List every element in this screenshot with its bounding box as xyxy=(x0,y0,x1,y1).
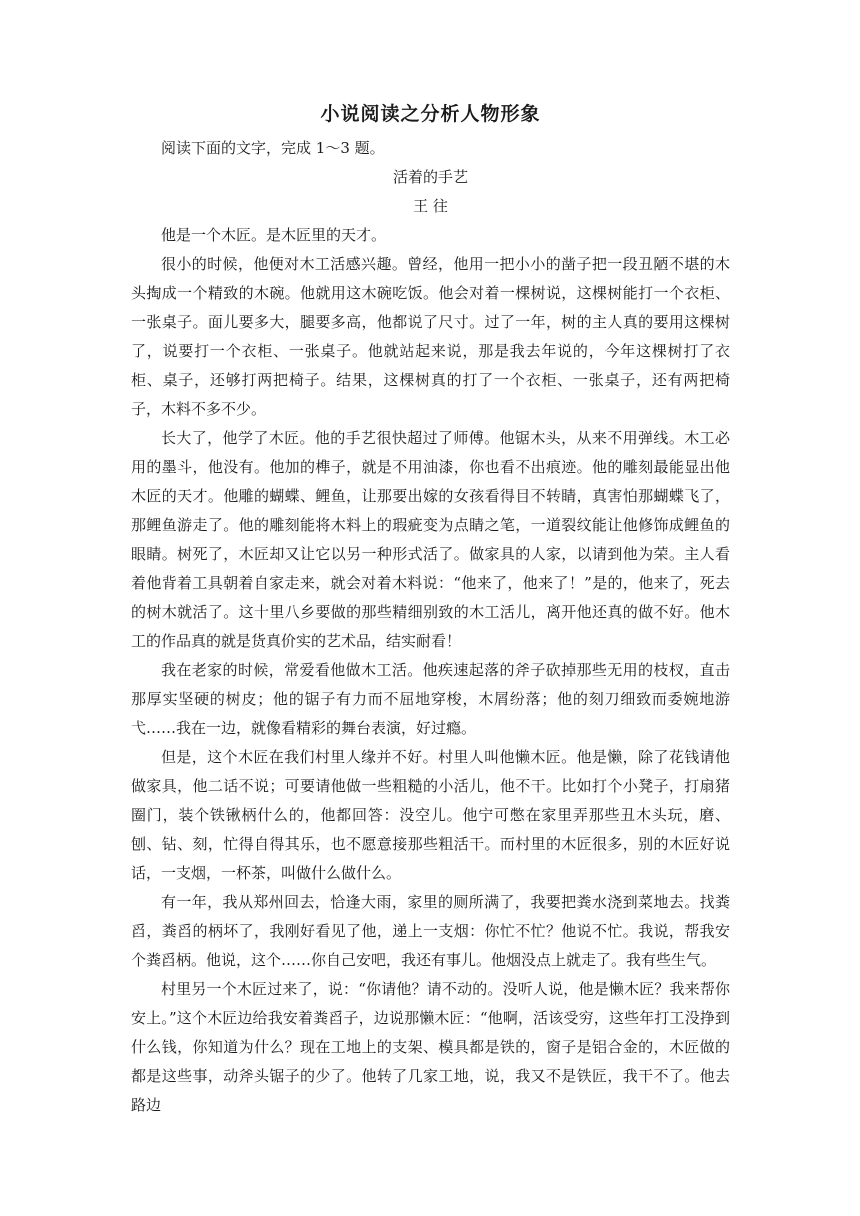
paragraph: 我在老家的时候，常爱看他做木工活。他疾速起落的斧子砍掉那些无用的枝杈，直击那厚实坚硬的树皮；他的锯子有力而不屈地穿梭，木屑纷落；他的刻刀细致而委婉地游弋……我在一边，就像看精彩的舞台表演，好过瘾。 xyxy=(131,661,730,737)
paragraph: 村里另一个木匠过来了，说：“你请他？请不动的。没听人说，他是懒木匠？我来帮你安上。”这个木匠边给我安着粪舀子，边说那懒木匠：“他啊，活该受穷，这些年打工没挣到什么钱，你知道为什么？现在工地上的支架、模具都是铁的，窗子是铝合金的，木匠做的都是这些事，动斧头锯子的少了。他转了几家工地，说，我又不是铁匠，我干不了。他去路边 xyxy=(131,980,730,1114)
story-title: 活着的手艺 xyxy=(392,168,468,186)
paragraph: 长大了，他学了木匠。他的手艺很快超过了师傅。他锯木头，从来不用弹线。木工必用的墨斗，他没有。他加的榫子，就是不用油漆，你也看不出痕迹。他的雕刻最能显出他木匠的天才。他雕的蝴蝶、鲤鱼，让那要出嫁的女孩看得目不转睛，真害怕那蝴蝶飞了，那鲤鱼游走了。他的雕刻能将木料上的瑕疵变为点睛之笔，一道裂纹能让他修饰成鲤鱼的眼睛。树死了，木匠却又让它以另一种形式活了。做家具的人家，以请到他为荣。主人看着他背着工具朝着自家走来，就会对着木料说：“他来了，他来了！”是的，他来了，死去的树木就活了。这十里八乡要做的那些精细别致的木工活儿，离开他还真的做不好。他木工的作品真的就是货真价实的艺术品，结实耐看！ xyxy=(131,429,730,650)
document-title: 小说阅读之分析人物形象 xyxy=(320,103,541,125)
instruction-text: 阅读下面的文字，完成 1～3 题。 xyxy=(161,139,385,157)
author-name: 王 往 xyxy=(413,197,448,215)
paragraph: 他是一个木匠。是木匠里的天才。 xyxy=(161,226,387,244)
paragraph: 但是，这个木匠在我们村里人缘并不好。村里人叫他懒木匠。他是懒，除了花钱请他做家具，他二话不说；可要请他做一些粗糙的小活儿，他不干。比如打个小凳子，打扇猪圈门，装个铁锹柄什么的，他都回答：没空儿。他宁可憋在家里弄那些丑木头玩，磨、刨、钻、刻，忙得自得其乐，也不愿意接那些粗活干。而村里的木匠很多，别的木匠好说话，一支烟，一杯茶，叫做什么做什么。 xyxy=(131,748,730,882)
paragraph: 有一年，我从郑州回去，恰逢大雨，家里的厕所满了，我要把粪水浇到菜地去。找粪舀，粪舀的柄坏了，我刚好看见了他，递上一支烟：你忙不忙？他说不忙。我说，帮我安个粪舀柄。他说，这个……你自己安吧，我还有事儿。他烟没点上就走了。我有些生气。 xyxy=(131,893,730,969)
paragraph: 很小的时候，他便对木工活感兴趣。曾经，他用一把小小的凿子把一段丑陋不堪的木头掏成一个精致的木碗。他就用这木碗吃饭。他会对着一棵树说，这棵树能打一个衣柜、一张桌子。面儿要多大，腿要多高，他都说了尺寸。过了一年，树的主人真的要用这棵树了，说要打一个衣柜、一张桌子。他就站起来说，那是我去年说的，今年这棵树打了衣柜、桌子，还够打两把椅子。结果，这棵树真的打了一个衣柜、一张桌子，还有两把椅子，木料不多不少。 xyxy=(131,255,730,418)
document-page xyxy=(131,98,730,1120)
